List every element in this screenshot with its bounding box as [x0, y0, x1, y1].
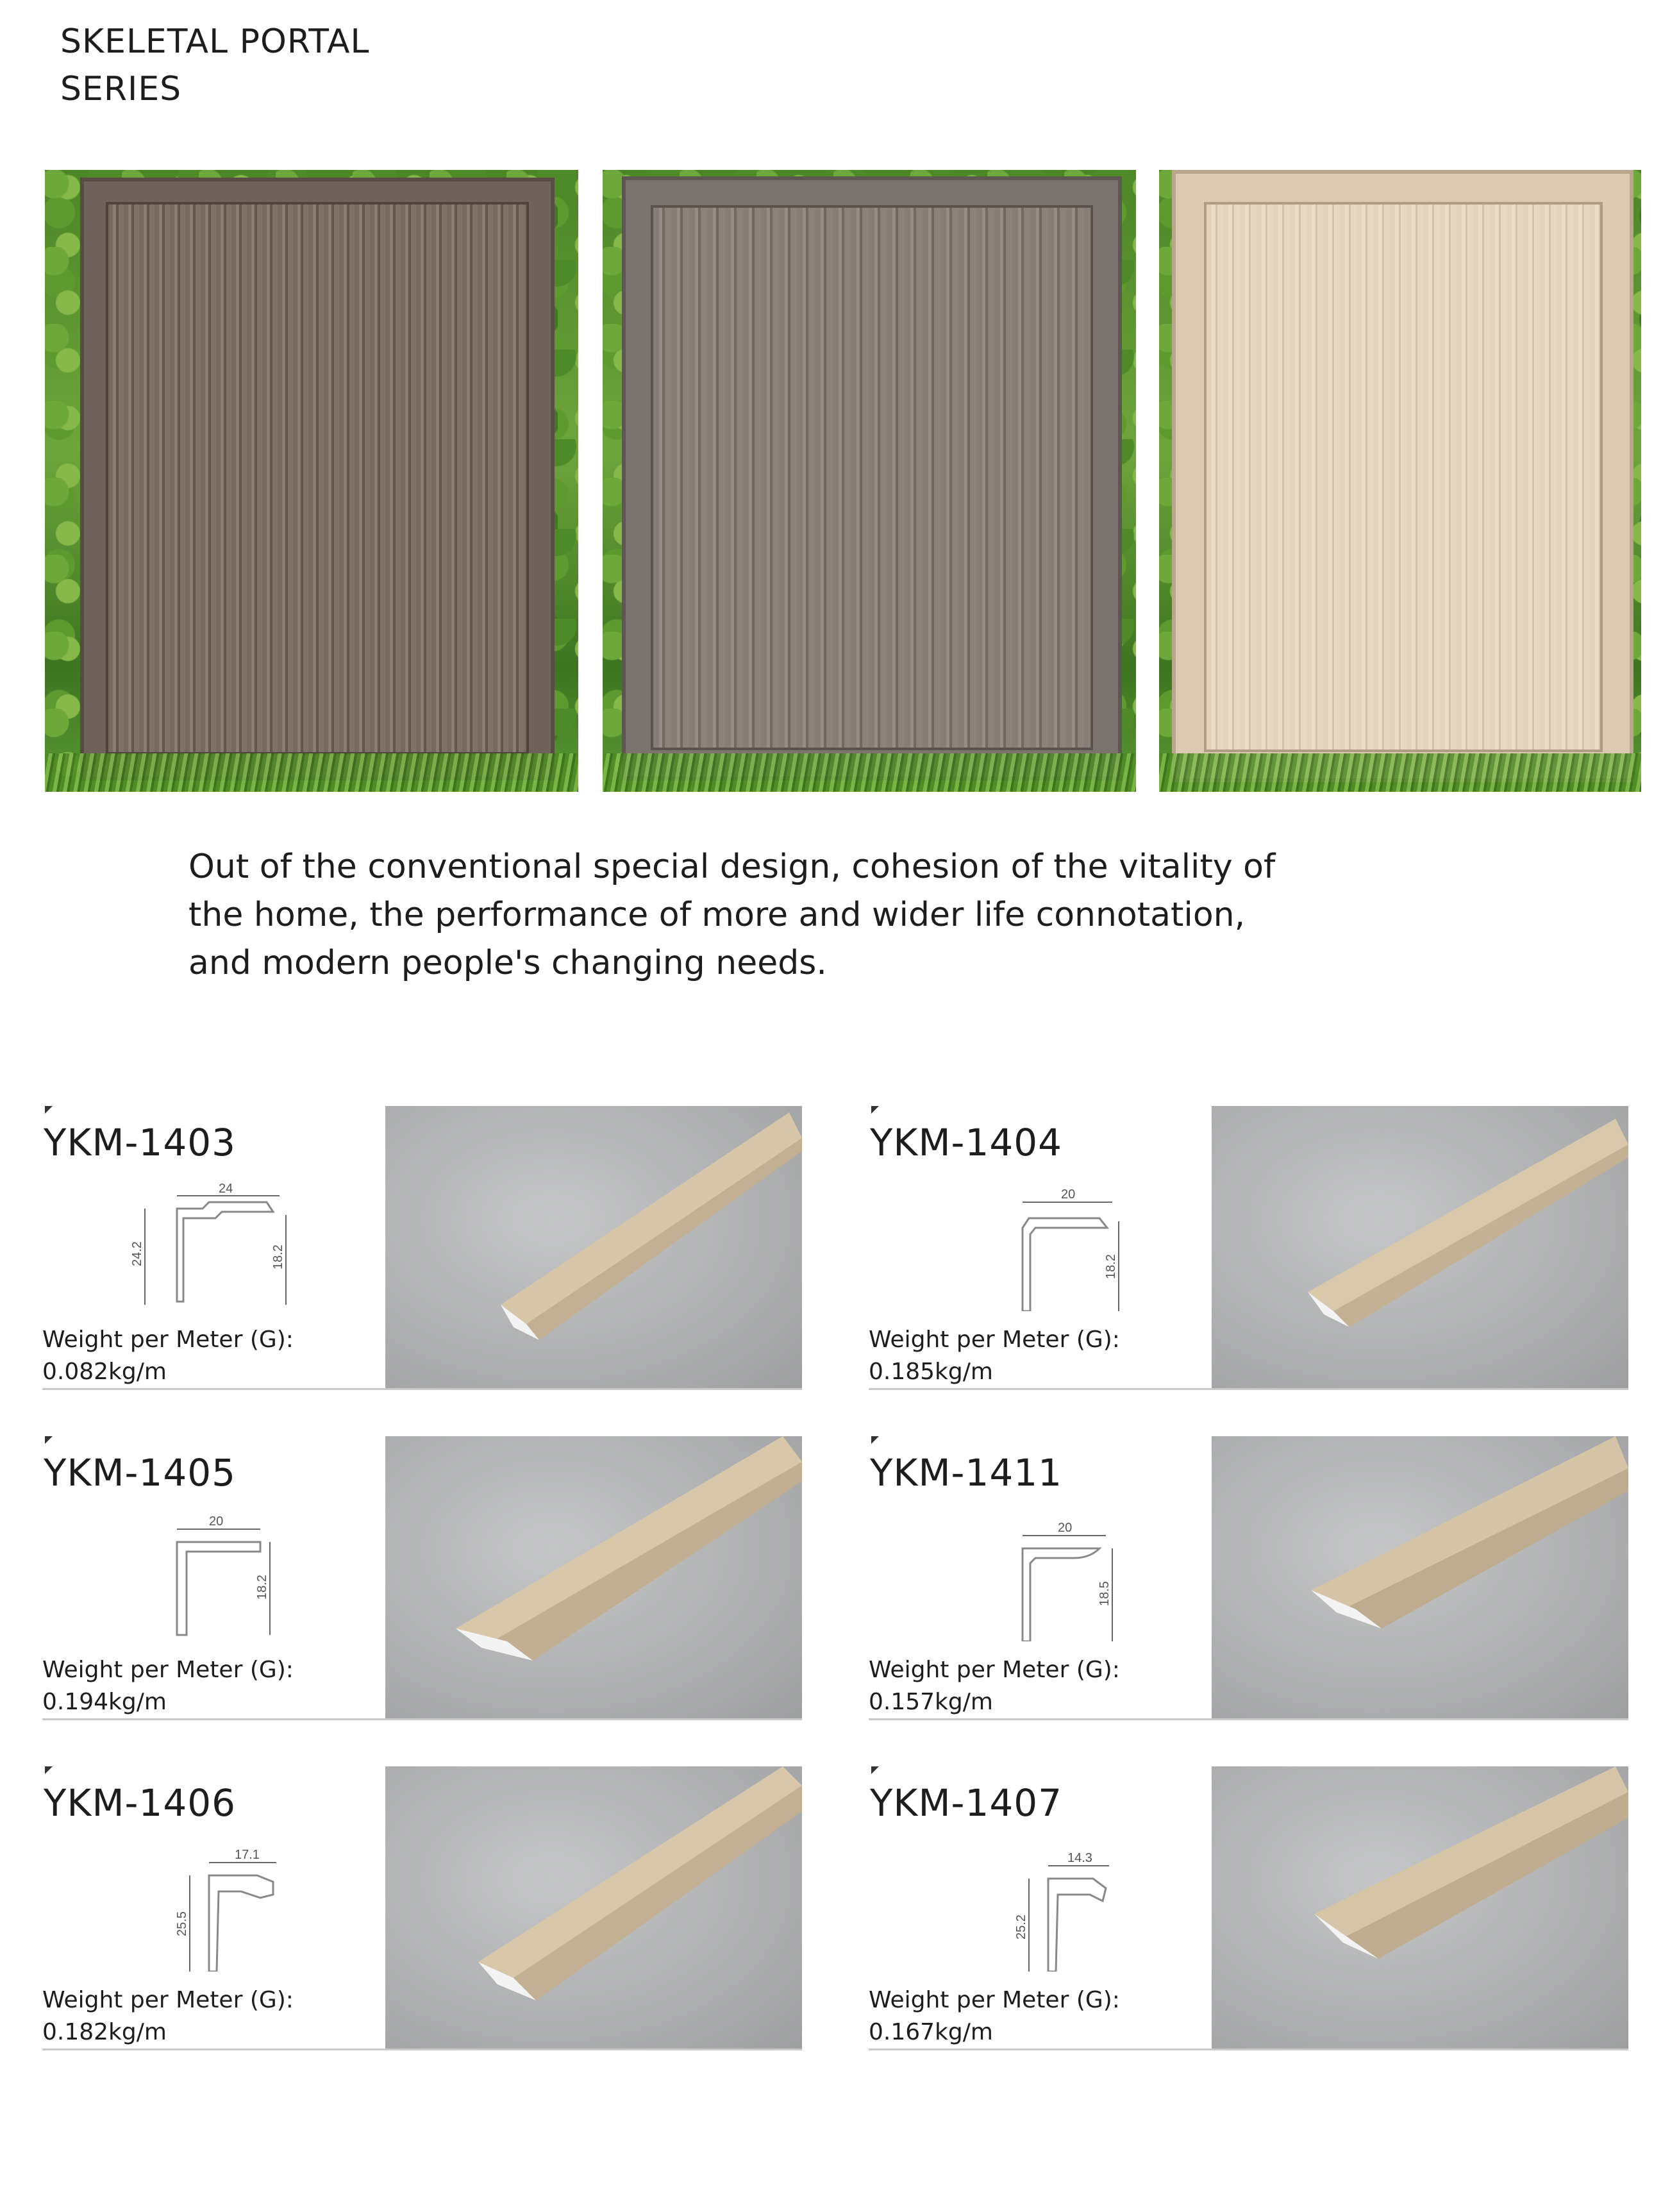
dim-height: 18.5: [1098, 1581, 1112, 1606]
product-card-ykm-1411: [869, 1436, 1644, 1731]
profile-photo: [385, 1436, 802, 1718]
product-card-ykm-1407: [869, 1766, 1644, 2061]
weight-label: Weight per Meter (G):: [42, 1987, 294, 2013]
dim-width: 24: [219, 1183, 233, 1196]
product-code: YKM-1407: [870, 1781, 1063, 1825]
divider: [869, 1718, 1628, 1720]
weight-value: 0.082kg/m: [42, 1359, 167, 1385]
dim-width: 17.1: [235, 1848, 260, 1862]
door-photo-dark-walnut: [45, 170, 578, 792]
title-line-1: SKELETAL PORTAL: [60, 22, 370, 61]
weight-label: Weight per Meter (G):: [42, 1657, 294, 1683]
weight-label: Weight per Meter (G):: [869, 1327, 1120, 1353]
profile-photo: [385, 1766, 802, 2049]
door-photo-grey-oak: [603, 170, 1136, 792]
corner-marker: [871, 1436, 879, 1444]
weight-label: Weight per Meter (G):: [42, 1327, 294, 1353]
weight-value: 0.167kg/m: [869, 2019, 993, 2045]
dim-width: 20: [209, 1514, 224, 1529]
door-photo-light-oak: [1159, 170, 1641, 792]
divider: [869, 1388, 1628, 1390]
divider: [869, 2049, 1628, 2050]
product-code: YKM-1406: [44, 1781, 237, 1825]
corner-marker: [45, 1106, 53, 1114]
product-card-ykm-1404: [869, 1106, 1644, 1401]
dim-height: 25.2: [1014, 1915, 1028, 1940]
title-line-2: SERIES: [60, 70, 182, 108]
product-code: YKM-1404: [870, 1121, 1063, 1164]
profile-photo: [1212, 1106, 1628, 1388]
dim-height: 18.2: [255, 1575, 269, 1600]
profile-drawing: [113, 1513, 305, 1641]
dim-width: 20: [1058, 1521, 1073, 1535]
product-code: YKM-1405: [44, 1451, 237, 1495]
product-code: YKM-1403: [44, 1121, 237, 1164]
dim-height: 18.2: [1104, 1254, 1118, 1279]
corner-marker: [45, 1766, 53, 1774]
dim-height: 24.2: [130, 1241, 144, 1266]
profile-drawing: [113, 1843, 305, 1972]
divider: [42, 2049, 802, 2050]
corner-marker: [45, 1436, 53, 1444]
dim-width: 14.3: [1067, 1851, 1092, 1865]
weight-label: Weight per Meter (G):: [869, 1987, 1120, 2013]
weight-value: 0.185kg/m: [869, 1359, 993, 1385]
dim-width: 20: [1061, 1187, 1076, 1202]
product-card-ykm-1403: [42, 1106, 818, 1401]
page-title: [60, 18, 370, 113]
profile-drawing: [113, 1183, 305, 1311]
product-card-ykm-1406: [42, 1766, 818, 2061]
product-code: YKM-1411: [870, 1451, 1063, 1495]
corner-marker: [871, 1106, 879, 1114]
weight-label: Weight per Meter (G):: [869, 1657, 1120, 1683]
profile-drawing: [939, 1513, 1132, 1641]
corner-marker: [871, 1766, 879, 1774]
weight-value: 0.157kg/m: [869, 1689, 993, 1715]
profile-photo: [385, 1106, 802, 1388]
weight-value: 0.194kg/m: [42, 1689, 167, 1715]
dim-height: 25.5: [175, 1911, 189, 1936]
profile-photo: [1212, 1436, 1628, 1718]
product-card-ykm-1405: [42, 1436, 818, 1731]
profile-drawing: [939, 1843, 1132, 1972]
series-description: Out of the conventional special design, cohesion of the vitality of the home, the performance of more and wider life connotation, and modern people's changing needs.: [188, 848, 1276, 982]
profile-photo: [1212, 1766, 1628, 2049]
weight-value: 0.182kg/m: [42, 2019, 167, 2045]
divider: [42, 1388, 802, 1390]
divider: [42, 1718, 802, 1720]
dim-height-inner: 18.2: [271, 1244, 285, 1269]
profile-drawing: [939, 1183, 1132, 1311]
